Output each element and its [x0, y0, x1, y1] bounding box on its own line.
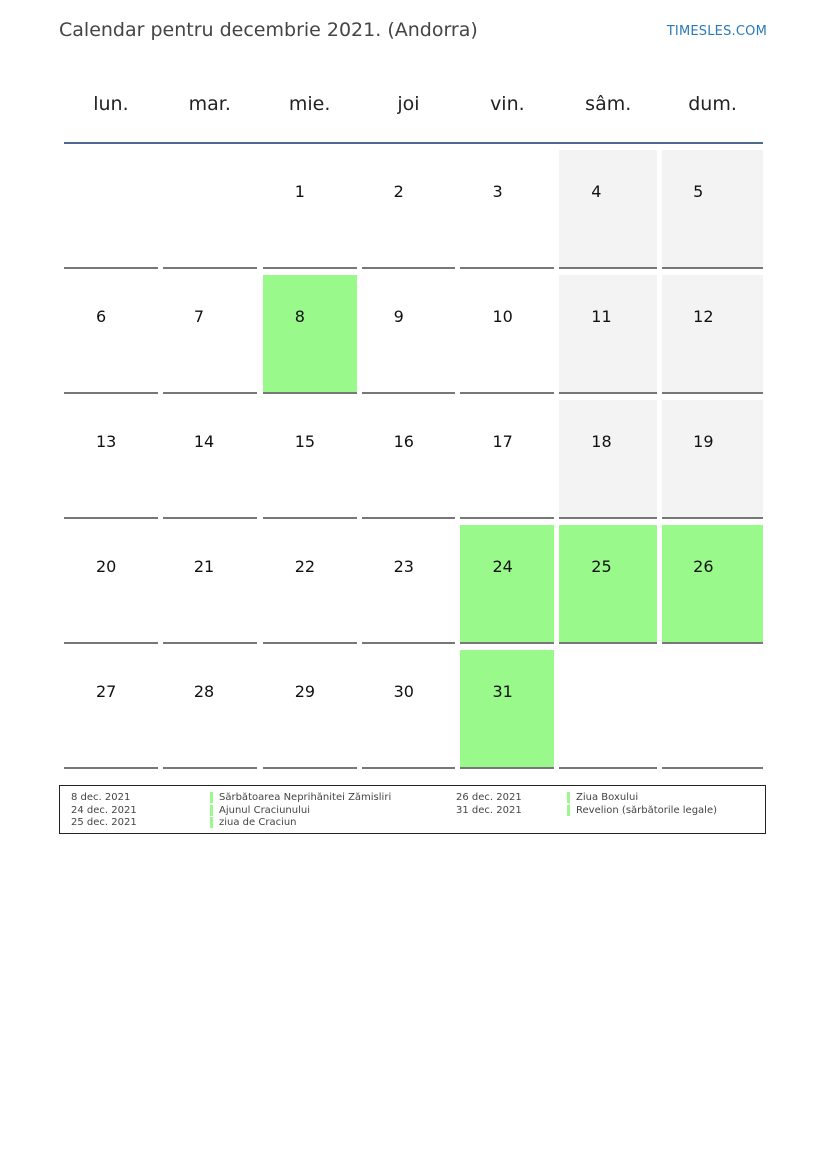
weekday-header: joi	[397, 93, 420, 115]
legend-holiday-name: Revelion (sărbătorile legale)	[567, 805, 717, 816]
week-row	[64, 400, 763, 519]
day-number: 21	[193, 557, 215, 576]
day-cell[interactable]	[163, 525, 257, 644]
day-number: 8	[294, 307, 305, 326]
day-cell[interactable]	[64, 525, 158, 644]
day-number: 18	[591, 432, 612, 451]
day-number: 4	[591, 182, 602, 201]
day-number: 22	[294, 557, 316, 576]
day-cell[interactable]	[163, 275, 257, 394]
day-number: 26	[693, 557, 714, 576]
day-cell[interactable]	[362, 275, 456, 394]
day-number: 5	[693, 182, 704, 201]
day-number: 25	[591, 557, 612, 576]
day-number: 7	[193, 307, 205, 326]
legend-date: 8 dec. 2021	[71, 792, 131, 803]
day-number: 20	[96, 557, 117, 576]
week-row	[64, 525, 763, 644]
weekday-header: mie.	[288, 93, 331, 115]
day-cell[interactable]	[64, 275, 158, 394]
day-cell[interactable]	[662, 400, 763, 519]
day-cell[interactable]	[263, 525, 357, 644]
day-cell[interactable]	[460, 400, 554, 519]
day-cell[interactable]	[64, 650, 158, 769]
day-number: 31	[492, 682, 513, 701]
day-number: 30	[393, 682, 414, 701]
day-cell[interactable]	[163, 400, 257, 519]
weekday-header: mar.	[188, 93, 231, 115]
day-cell[interactable]	[64, 400, 158, 519]
weekday-header: sâm.	[585, 93, 632, 115]
holiday-day-cell[interactable]	[662, 525, 763, 644]
holiday-day-cell[interactable]	[460, 650, 554, 769]
day-number: 16	[393, 432, 414, 451]
brand-link[interactable]: TIMESLES.COM	[666, 24, 767, 39]
day-number: 9	[393, 307, 404, 326]
day-number: 15	[294, 432, 316, 451]
legend-date: 24 dec. 2021	[71, 805, 137, 816]
day-number: 11	[591, 307, 612, 326]
weekday-header-row	[64, 74, 763, 134]
day-number: 6	[96, 307, 107, 326]
day-number: 3	[492, 182, 503, 201]
day-cell[interactable]	[163, 650, 257, 769]
day-cell[interactable]	[662, 150, 763, 269]
day-cell[interactable]	[362, 525, 456, 644]
holiday-day-cell[interactable]	[263, 275, 357, 394]
page-title: Calendar pentru decembrie 2021. (Andorra)	[59, 19, 478, 41]
empty-day-cell	[64, 150, 158, 269]
day-number: 1	[294, 182, 305, 201]
day-number: 19	[693, 432, 714, 451]
holiday-legend	[59, 785, 766, 834]
day-number: 24	[492, 557, 513, 576]
day-cell[interactable]	[460, 275, 554, 394]
legend-holiday-name: Ajunul Craciunului	[210, 805, 310, 816]
day-number: 13	[96, 432, 117, 451]
day-number: 28	[193, 682, 215, 701]
day-cell[interactable]	[362, 400, 456, 519]
week-row	[64, 150, 763, 269]
day-number: 23	[393, 557, 414, 576]
calendar-weeks	[64, 150, 763, 769]
holiday-day-cell[interactable]	[460, 525, 554, 644]
day-number: 12	[693, 307, 714, 326]
day-number: 29	[294, 682, 316, 701]
week-row	[64, 275, 763, 394]
legend-date: 25 dec. 2021	[71, 817, 137, 828]
day-cell[interactable]	[559, 400, 657, 519]
day-cell[interactable]	[263, 650, 357, 769]
day-cell[interactable]	[460, 150, 554, 269]
header-divider	[64, 142, 763, 144]
day-number: 10	[492, 307, 513, 326]
day-cell[interactable]	[263, 150, 357, 269]
weekday-header: vin.	[490, 93, 525, 115]
empty-day-cell	[163, 150, 257, 269]
weekday-header: dum.	[688, 93, 737, 115]
legend-holiday-name: Sărbătoarea Neprihănitei Zămisliri	[210, 792, 391, 803]
weekday-header: lun.	[93, 93, 129, 115]
day-number: 17	[492, 432, 513, 451]
day-number: 14	[193, 432, 215, 451]
legend-holiday-name: Ziua Boxului	[567, 792, 638, 803]
day-cell[interactable]	[559, 275, 657, 394]
empty-day-cell	[662, 650, 763, 769]
calendar-grid	[64, 74, 763, 769]
day-cell[interactable]	[662, 275, 763, 394]
empty-day-cell	[559, 650, 657, 769]
day-cell[interactable]	[362, 150, 456, 269]
legend-date: 31 dec. 2021	[456, 805, 522, 816]
day-cell[interactable]	[559, 150, 657, 269]
legend-holiday-name: ziua de Craciun	[210, 817, 297, 828]
day-cell[interactable]	[362, 650, 456, 769]
day-cell[interactable]	[263, 400, 357, 519]
day-number: 27	[96, 682, 117, 701]
week-row	[64, 650, 763, 769]
day-number: 2	[393, 182, 404, 201]
legend-date: 26 dec. 2021	[456, 792, 522, 803]
holiday-day-cell[interactable]	[559, 525, 657, 644]
